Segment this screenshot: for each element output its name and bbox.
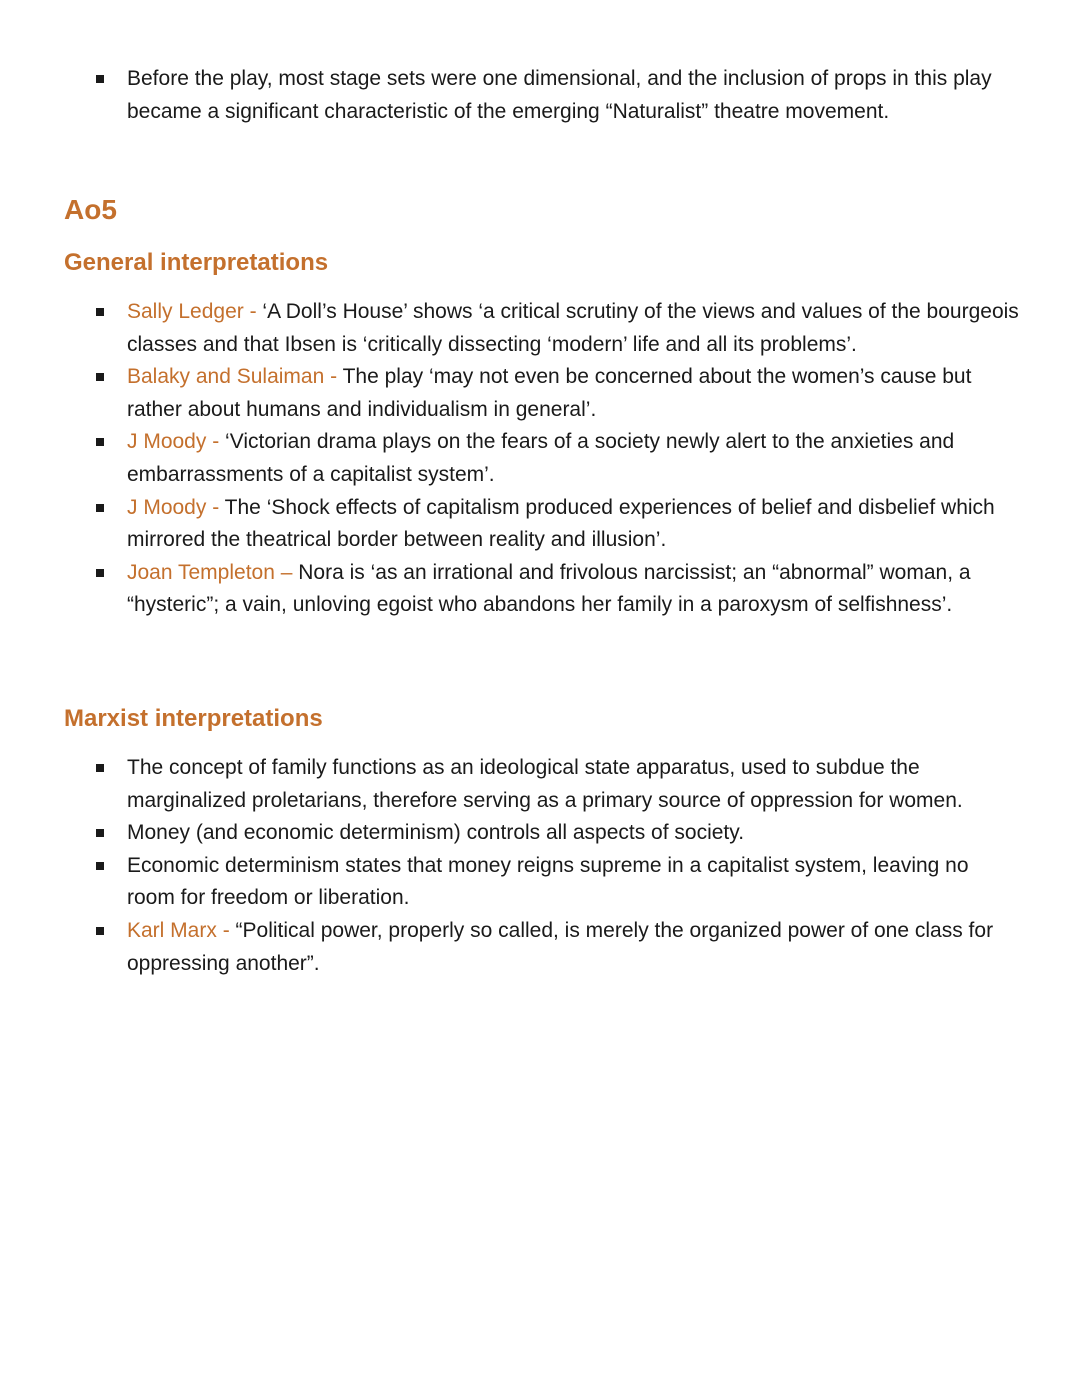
critic-name: Joan Templeton xyxy=(127,560,275,584)
list-item xyxy=(92,492,1022,557)
marxist-interpretations-list xyxy=(92,752,1022,980)
quote-text: ‘Victorian drama plays on the fears of a society newly alert to the anxieties and embarrassments of a capitalist system’. xyxy=(127,430,955,486)
square-bullet-icon xyxy=(96,373,104,381)
list-item xyxy=(92,426,1022,491)
critic-name: Karl Marx xyxy=(127,918,217,942)
critic-name: Sally Ledger xyxy=(127,300,244,323)
general-interpretations-list xyxy=(92,296,1022,622)
critic-name: J Moody xyxy=(127,430,207,454)
general-interpretations-heading: General interpretations xyxy=(64,249,329,276)
critic-name: Balaky and Sulaiman xyxy=(127,365,325,389)
marxist-interpretations-heading: Marxist interpretations xyxy=(64,705,323,732)
section-heading: Ao5 xyxy=(64,194,117,225)
separator: - xyxy=(324,365,343,389)
square-bullet-icon xyxy=(96,504,104,512)
bullet-text: Money (and economic determinism) controls all aspects of society. xyxy=(127,821,745,845)
square-bullet-icon xyxy=(96,764,104,772)
quote-text: ‘A Doll’s House’ shows ‘a critical scrutiny of the views and values of the bourgeois classes and that Ibsen is ‘critically dissecting ‘modern’ life and all its problems’. xyxy=(127,300,1019,356)
list-item xyxy=(92,296,1022,361)
bullet-text: The concept of family functions as an ideological state apparatus, used to subdue the marginalized proletarians, therefore serving as a primary source of oppression for women. xyxy=(127,756,963,812)
list-item xyxy=(92,63,1022,128)
list-item xyxy=(92,361,1022,426)
separator: - xyxy=(206,430,226,454)
quote-text: “Political power, properly so called, is merely the organized power of one class for oppressing another”. xyxy=(127,918,994,975)
list-item xyxy=(92,817,1022,850)
square-bullet-icon xyxy=(96,75,104,83)
separator: - xyxy=(243,300,263,323)
quote-text: The ‘Shock effects of capitalism produced experiences of belief and disbelief which mirrored the theatrical border between reality and illusion’. xyxy=(127,495,995,552)
square-bullet-icon xyxy=(96,829,104,837)
square-bullet-icon xyxy=(96,438,104,446)
intro-bullet-list xyxy=(92,63,1022,128)
list-item xyxy=(92,752,1022,817)
separator: - xyxy=(216,918,236,942)
square-bullet-icon xyxy=(96,862,104,870)
bullet-text: Economic determinism states that money reigns supreme in a capitalist system, leaving no room for freedom or liberation. xyxy=(127,853,969,910)
quote-text: Nora is ‘as an irrational and frivolous narcissist; an “abnormal” woman, a “hysteric”; a vain, unloving egoist who abandons her family in a paroxysm of selfishness’. xyxy=(127,560,971,617)
critic-name: J Moody xyxy=(127,495,207,519)
square-bullet-icon xyxy=(96,569,104,577)
separator: – xyxy=(274,560,299,584)
square-bullet-icon xyxy=(96,308,104,316)
list-item xyxy=(92,557,1022,622)
square-bullet-icon xyxy=(96,927,104,935)
list-item xyxy=(92,850,1022,915)
list-item xyxy=(92,915,1022,980)
bullet-text: Before the play, most stage sets were one dimensional, and the inclusion of props in this play became a significant characteristic of the emerging “Naturalist” theatre movement. xyxy=(127,67,992,123)
separator: - xyxy=(206,495,225,519)
quote-text: The play ‘may not even be concerned about the women’s cause but rather about humans and individualism in general’. xyxy=(127,365,972,421)
